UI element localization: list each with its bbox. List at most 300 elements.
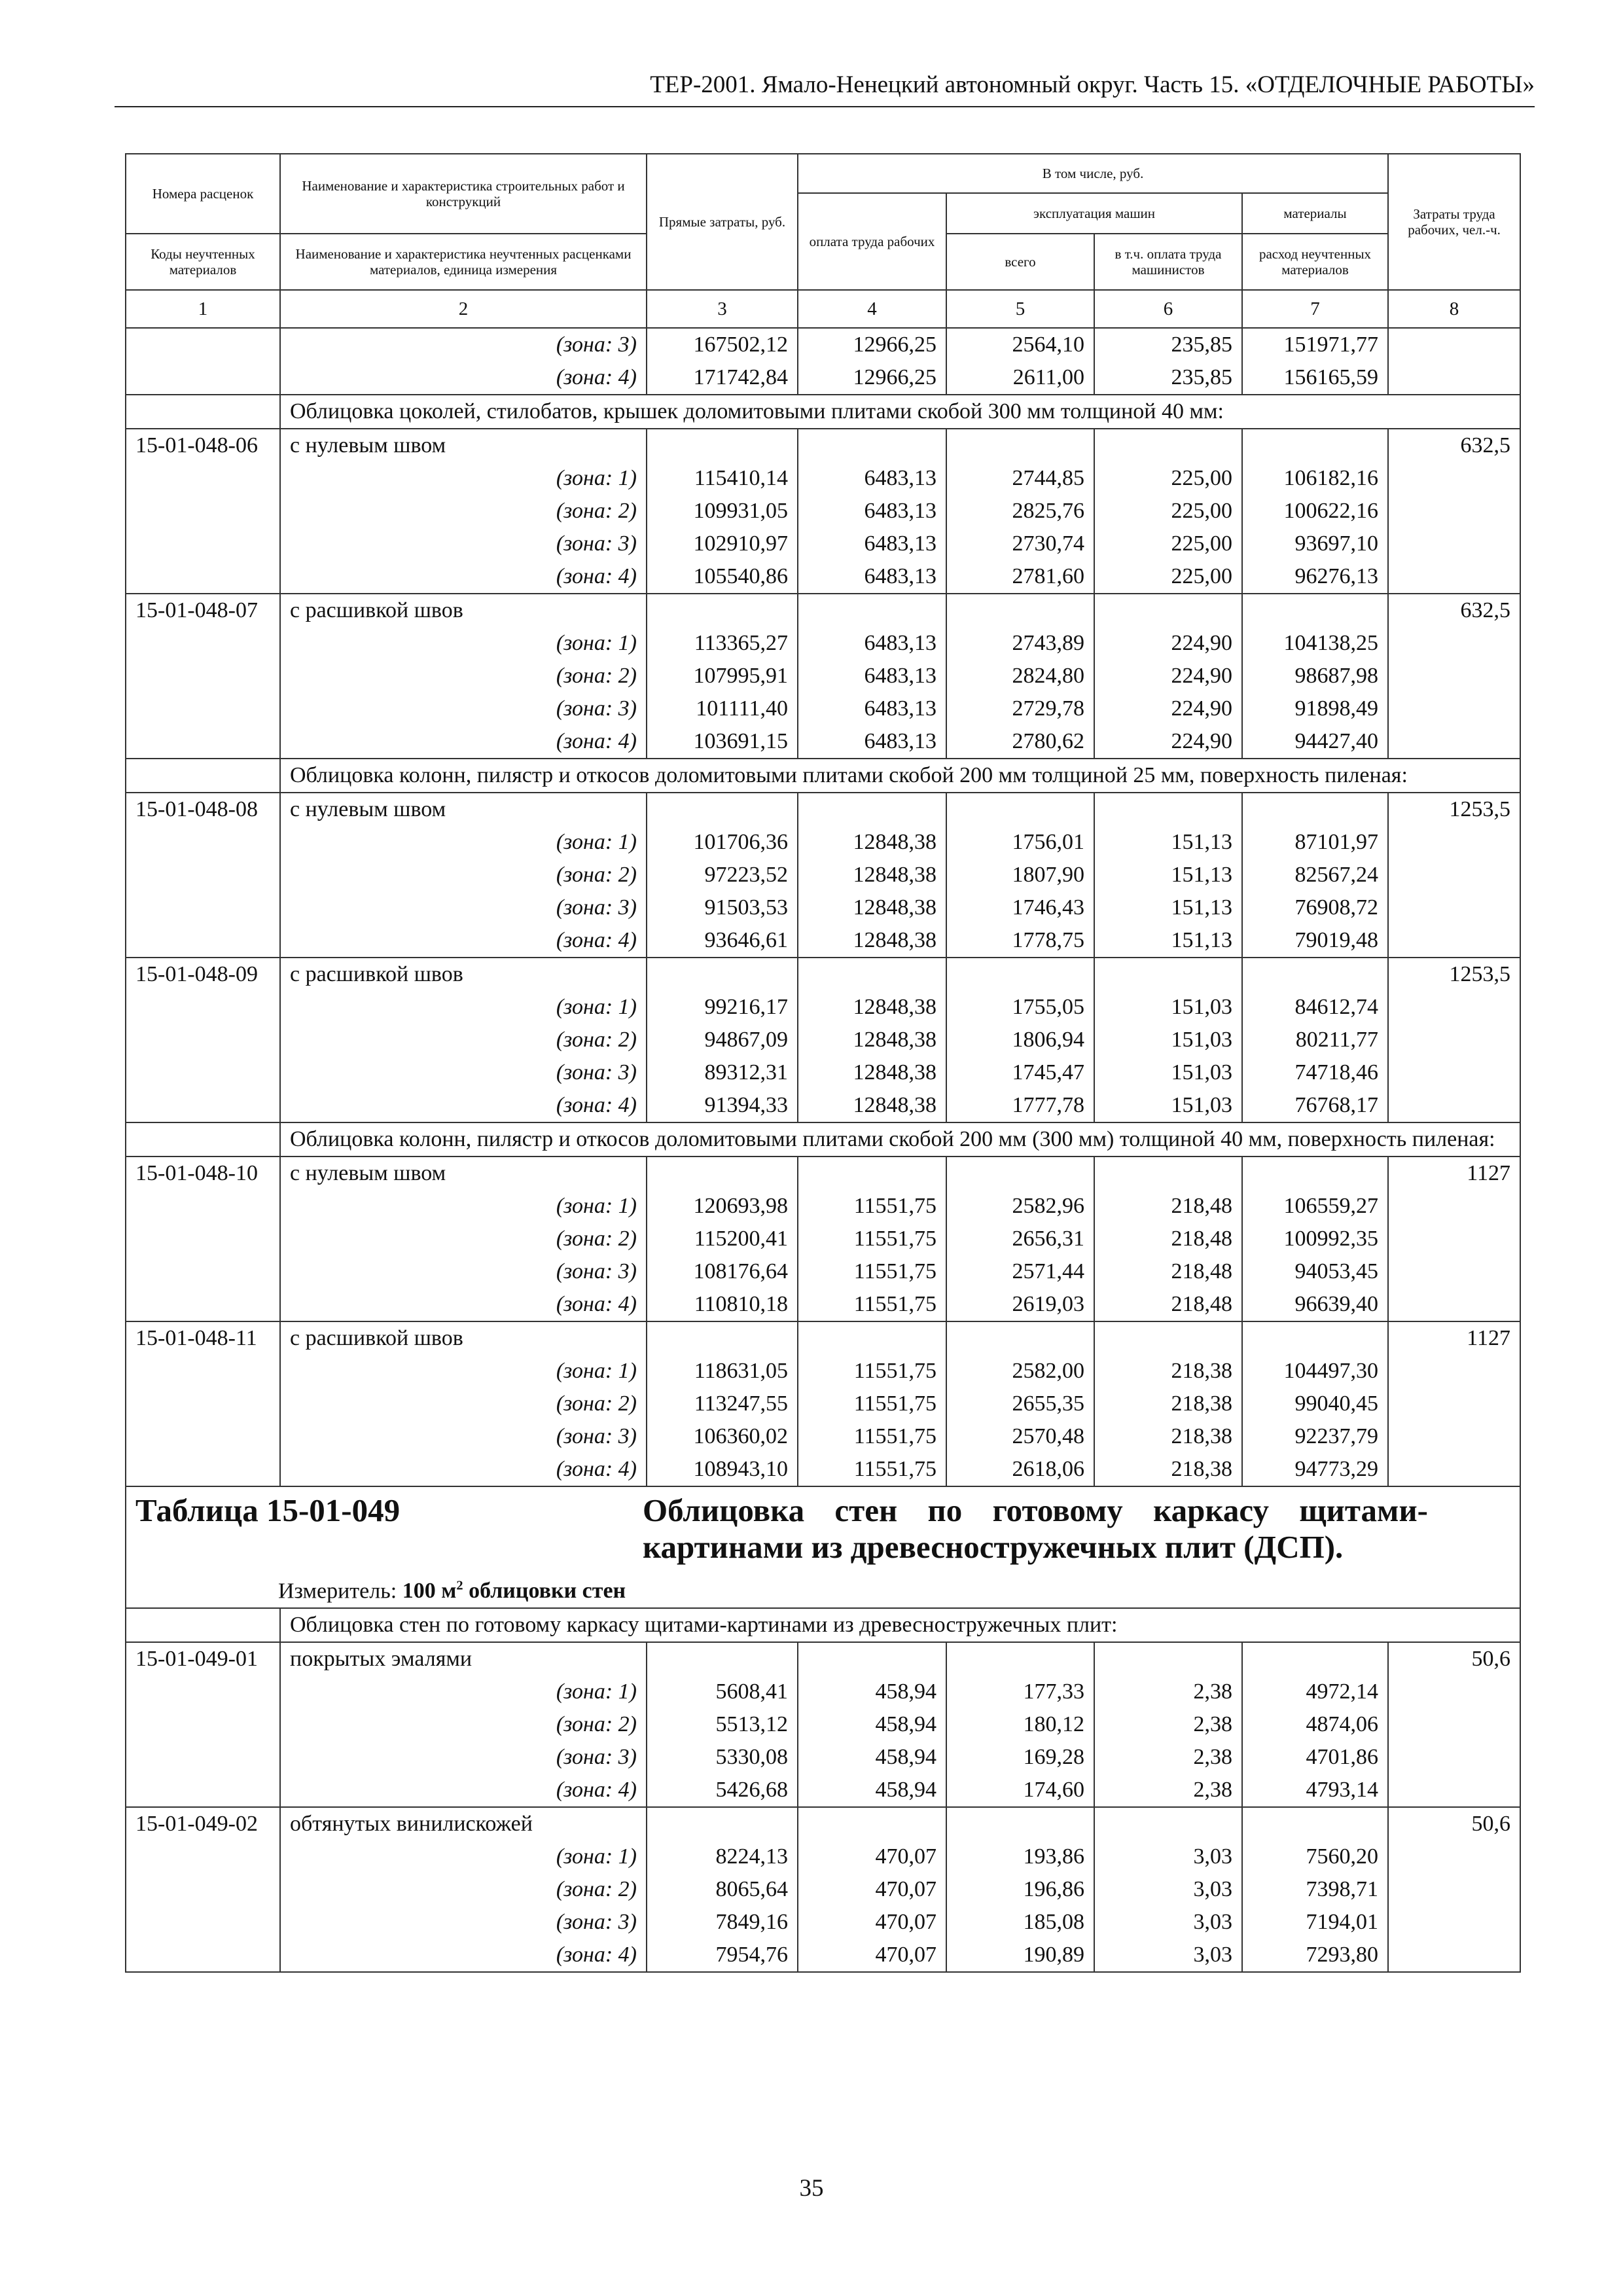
materials-cost: 104497,30 bbox=[1242, 1355, 1388, 1388]
operator-wages: 151,13 bbox=[1094, 859, 1242, 891]
zone-row bbox=[126, 924, 1520, 958]
table-title-cell bbox=[126, 1486, 1520, 1608]
empty-cell bbox=[126, 826, 280, 859]
operator-wages: 224,90 bbox=[1094, 627, 1242, 660]
empty-cell bbox=[126, 1774, 280, 1807]
empty-cell bbox=[126, 1355, 280, 1388]
empty-cell bbox=[798, 594, 946, 627]
header-materials: материалы bbox=[1242, 193, 1388, 234]
zone-row bbox=[126, 1024, 1520, 1056]
wages: 470,07 bbox=[798, 1873, 946, 1906]
column-number-5: 5 bbox=[946, 290, 1094, 328]
operator-wages: 151,03 bbox=[1094, 1089, 1242, 1122]
zone-row bbox=[126, 328, 1520, 361]
wages: 12848,38 bbox=[798, 1089, 946, 1122]
zone-row bbox=[126, 1388, 1520, 1420]
column-number-6: 6 bbox=[1094, 290, 1242, 328]
work-name: с нулевым швом bbox=[280, 793, 647, 826]
labor-value: 632,5 bbox=[1388, 429, 1520, 462]
direct-cost: 93646,61 bbox=[647, 924, 798, 958]
empty-cell bbox=[647, 958, 798, 991]
wages: 6483,13 bbox=[798, 692, 946, 725]
header-direct-costs: Прямые затраты, руб. bbox=[647, 154, 798, 290]
machines-total: 193,86 bbox=[946, 1840, 1094, 1873]
materials-cost: 7560,20 bbox=[1242, 1840, 1388, 1873]
empty-cell bbox=[1388, 1089, 1520, 1122]
header-including: В том числе, руб. bbox=[798, 154, 1388, 193]
empty-cell bbox=[647, 793, 798, 826]
empty-cell bbox=[1242, 958, 1388, 991]
zone-label: (зона: 4) bbox=[280, 361, 647, 395]
wages: 12848,38 bbox=[798, 991, 946, 1024]
section-heading: Облицовка колонн, пилястр и откосов доломитовыми плитами скобой 200 мм (300 мм) толщиной 40 мм, поверхность пиленая: bbox=[280, 1122, 1520, 1157]
zone-label: (зона: 3) bbox=[280, 1255, 647, 1288]
zone-label: (зона: 2) bbox=[280, 1708, 647, 1741]
zone-row bbox=[126, 1840, 1520, 1873]
empty-cell bbox=[647, 1157, 798, 1190]
empty-cell bbox=[126, 627, 280, 660]
machines-total: 1756,01 bbox=[946, 826, 1094, 859]
wages: 470,07 bbox=[798, 1840, 946, 1873]
operator-wages: 151,03 bbox=[1094, 1024, 1242, 1056]
rate-row bbox=[126, 594, 1520, 627]
rate-row bbox=[126, 429, 1520, 462]
operator-wages: 218,48 bbox=[1094, 1190, 1242, 1223]
operator-wages: 235,85 bbox=[1094, 361, 1242, 395]
empty-cell bbox=[126, 924, 280, 958]
operator-wages: 2,38 bbox=[1094, 1676, 1242, 1708]
empty-cell bbox=[126, 1388, 280, 1420]
zone-row bbox=[126, 560, 1520, 594]
empty-cell bbox=[1388, 924, 1520, 958]
zone-row bbox=[126, 1939, 1520, 1972]
empty-cell bbox=[1094, 594, 1242, 627]
zone-row bbox=[126, 1223, 1520, 1255]
zone-label: (зона: 1) bbox=[280, 462, 647, 495]
zone-label: (зона: 2) bbox=[280, 1223, 647, 1255]
table-header bbox=[126, 154, 1520, 328]
zone-label: (зона: 4) bbox=[280, 1774, 647, 1807]
direct-cost: 171742,84 bbox=[647, 361, 798, 395]
column-number-2: 2 bbox=[280, 290, 647, 328]
operator-wages: 2,38 bbox=[1094, 1774, 1242, 1807]
empty-cell bbox=[1388, 1939, 1520, 1972]
direct-cost: 167502,12 bbox=[647, 328, 798, 361]
header-material-consumption: расход неучтенных материалов bbox=[1242, 234, 1388, 290]
rate-code: 15-01-048-09 bbox=[126, 958, 280, 991]
labor-value: 50,6 bbox=[1388, 1807, 1520, 1840]
zone-label: (зона: 3) bbox=[280, 1741, 647, 1774]
zone-row bbox=[126, 692, 1520, 725]
direct-cost: 102910,97 bbox=[647, 528, 798, 560]
empty-cell bbox=[1388, 1708, 1520, 1741]
labor-value: 1127 bbox=[1388, 1321, 1520, 1355]
empty-cell bbox=[798, 793, 946, 826]
empty-cell bbox=[126, 1873, 280, 1906]
wages: 11551,75 bbox=[798, 1355, 946, 1388]
operator-wages: 151,13 bbox=[1094, 826, 1242, 859]
empty-cell bbox=[1388, 1223, 1520, 1255]
materials-cost: 91898,49 bbox=[1242, 692, 1388, 725]
work-name: покрытых эмалями bbox=[280, 1642, 647, 1676]
empty-cell bbox=[1094, 793, 1242, 826]
direct-cost: 103691,15 bbox=[647, 725, 798, 759]
wages: 470,07 bbox=[798, 1906, 946, 1939]
empty-cell bbox=[1388, 859, 1520, 891]
machines-total: 2582,96 bbox=[946, 1190, 1094, 1223]
wages: 12848,38 bbox=[798, 1056, 946, 1089]
empty-cell bbox=[1242, 793, 1388, 826]
work-name: с нулевым швом bbox=[280, 1157, 647, 1190]
empty-cell bbox=[946, 1321, 1094, 1355]
materials-cost: 7194,01 bbox=[1242, 1906, 1388, 1939]
empty-cell bbox=[1242, 429, 1388, 462]
machines-total: 2743,89 bbox=[946, 627, 1094, 660]
work-name: с расшивкой швов bbox=[280, 594, 647, 627]
header-labor-costs: Затраты труда рабочих, чел.-ч. bbox=[1388, 154, 1520, 290]
materials-cost: 104138,25 bbox=[1242, 627, 1388, 660]
machines-total: 2571,44 bbox=[946, 1255, 1094, 1288]
rate-code: 15-01-049-02 bbox=[126, 1807, 280, 1840]
operator-wages: 224,90 bbox=[1094, 725, 1242, 759]
zone-label: (зона: 1) bbox=[280, 1190, 647, 1223]
operator-wages: 218,38 bbox=[1094, 1453, 1242, 1486]
empty-cell bbox=[1388, 1420, 1520, 1453]
operator-wages: 225,00 bbox=[1094, 462, 1242, 495]
empty-cell bbox=[1388, 1288, 1520, 1321]
zone-row bbox=[126, 991, 1520, 1024]
table-title-block bbox=[126, 1486, 1520, 1608]
empty-cell bbox=[946, 1157, 1094, 1190]
empty-cell bbox=[126, 859, 280, 891]
empty-cell bbox=[1242, 1807, 1388, 1840]
machines-total: 2781,60 bbox=[946, 560, 1094, 594]
machines-total: 2570,48 bbox=[946, 1420, 1094, 1453]
zone-label: (зона: 2) bbox=[280, 1873, 647, 1906]
zone-label: (зона: 1) bbox=[280, 1676, 647, 1708]
section-row bbox=[126, 395, 1520, 429]
work-name: обтянутых винилискожей bbox=[280, 1807, 647, 1840]
zone-label: (зона: 2) bbox=[280, 495, 647, 528]
empty-cell bbox=[1388, 1255, 1520, 1288]
zone-label: (зона: 4) bbox=[280, 924, 647, 958]
wages: 6483,13 bbox=[798, 660, 946, 692]
direct-cost: 5608,41 bbox=[647, 1676, 798, 1708]
direct-cost: 97223,52 bbox=[647, 859, 798, 891]
empty-cell bbox=[126, 1190, 280, 1223]
operator-wages: 218,38 bbox=[1094, 1355, 1242, 1388]
materials-cost: 106559,27 bbox=[1242, 1190, 1388, 1223]
materials-cost: 76908,72 bbox=[1242, 891, 1388, 924]
header-wages: оплата труда рабочих bbox=[798, 193, 946, 290]
materials-cost: 7293,80 bbox=[1242, 1939, 1388, 1972]
operator-wages: 225,00 bbox=[1094, 495, 1242, 528]
empty-cell bbox=[647, 429, 798, 462]
zone-row bbox=[126, 1676, 1520, 1708]
direct-cost: 5330,08 bbox=[647, 1741, 798, 1774]
wages: 458,94 bbox=[798, 1774, 946, 1807]
materials-cost: 7398,71 bbox=[1242, 1873, 1388, 1906]
empty-cell bbox=[126, 759, 280, 793]
empty-cell bbox=[1388, 495, 1520, 528]
header-material-codes: Коды неучтенных материалов bbox=[126, 234, 280, 290]
wages: 11551,75 bbox=[798, 1420, 946, 1453]
zone-label: (зона: 1) bbox=[280, 1355, 647, 1388]
machines-total: 2780,62 bbox=[946, 725, 1094, 759]
column-number-3: 3 bbox=[647, 290, 798, 328]
machines-total: 2582,00 bbox=[946, 1355, 1094, 1388]
empty-cell bbox=[126, 891, 280, 924]
measure-value: 100 $м^2$ облицовки стен bbox=[402, 1579, 626, 1604]
machines-total: 2730,74 bbox=[946, 528, 1094, 560]
materials-cost: 76768,17 bbox=[1242, 1089, 1388, 1122]
zone-row bbox=[126, 1741, 1520, 1774]
empty-cell bbox=[126, 528, 280, 560]
machines-total: 2656,31 bbox=[946, 1223, 1094, 1255]
column-number-1: 1 bbox=[126, 290, 280, 328]
empty-cell bbox=[126, 692, 280, 725]
header-work-name: Наименование и характеристика строительных работ и конструкций bbox=[280, 154, 647, 234]
machines-total: 185,08 bbox=[946, 1906, 1094, 1939]
zone-row bbox=[126, 859, 1520, 891]
rates-table bbox=[125, 153, 1521, 1973]
machines-total: 2618,06 bbox=[946, 1453, 1094, 1486]
labor-value: 632,5 bbox=[1388, 594, 1520, 627]
materials-cost: 99040,45 bbox=[1242, 1388, 1388, 1420]
empty-cell bbox=[126, 560, 280, 594]
machines-total: 177,33 bbox=[946, 1676, 1094, 1708]
wages: 11551,75 bbox=[798, 1453, 946, 1486]
materials-cost: 156165,59 bbox=[1242, 361, 1388, 395]
wages: 12848,38 bbox=[798, 826, 946, 859]
operator-wages: 2,38 bbox=[1094, 1708, 1242, 1741]
operator-wages: 3,03 bbox=[1094, 1939, 1242, 1972]
machines-total: 2619,03 bbox=[946, 1288, 1094, 1321]
section-heading: Облицовка колонн, пилястр и откосов доломитовыми плитами скобой 200 мм толщиной 25 мм, поверхность пиленая: bbox=[280, 759, 1520, 793]
running-head: ТЕР-2001. Ямало-Ненецкий автономный округ. Часть 15. «ОТДЕЛОЧНЫЕ РАБОТЫ» bbox=[650, 71, 1535, 98]
zone-label: (зона: 3) bbox=[280, 891, 647, 924]
rate-row bbox=[126, 1807, 1520, 1840]
operator-wages: 151,13 bbox=[1094, 891, 1242, 924]
wages: 12966,25 bbox=[798, 361, 946, 395]
zone-row bbox=[126, 1288, 1520, 1321]
empty-cell bbox=[798, 1157, 946, 1190]
materials-cost: 94773,29 bbox=[1242, 1453, 1388, 1486]
zone-label: (зона: 3) bbox=[280, 692, 647, 725]
machines-total: 2611,00 bbox=[946, 361, 1094, 395]
machines-total: 1778,75 bbox=[946, 924, 1094, 958]
empty-cell bbox=[1388, 462, 1520, 495]
empty-cell bbox=[647, 1642, 798, 1676]
empty-cell bbox=[1388, 1676, 1520, 1708]
operator-wages: 225,00 bbox=[1094, 560, 1242, 594]
zone-row bbox=[126, 1255, 1520, 1288]
empty-cell bbox=[1242, 1642, 1388, 1676]
zone-row bbox=[126, 1355, 1520, 1388]
machines-total: 196,86 bbox=[946, 1873, 1094, 1906]
measure-unit bbox=[126, 1570, 1520, 1607]
empty-cell bbox=[126, 1122, 280, 1157]
direct-cost: 107995,91 bbox=[647, 660, 798, 692]
empty-cell bbox=[1388, 991, 1520, 1024]
machines-total: 190,89 bbox=[946, 1939, 1094, 1972]
zone-row bbox=[126, 1774, 1520, 1807]
empty-cell bbox=[1388, 891, 1520, 924]
rate-code: 15-01-048-08 bbox=[126, 793, 280, 826]
table-name: Облицовка стен по готовому каркасу щитами-картинами из древесностружечных плит (ДСП). bbox=[643, 1492, 1428, 1565]
machines-total: 1745,47 bbox=[946, 1056, 1094, 1089]
wages: 6483,13 bbox=[798, 495, 946, 528]
table-number: Таблица 15-01-049 bbox=[135, 1492, 401, 1528]
zone-row bbox=[126, 891, 1520, 924]
direct-cost: 115410,14 bbox=[647, 462, 798, 495]
direct-cost: 7849,16 bbox=[647, 1906, 798, 1939]
materials-cost: 4874,06 bbox=[1242, 1708, 1388, 1741]
empty-cell bbox=[1094, 1157, 1242, 1190]
empty-cell bbox=[798, 1642, 946, 1676]
materials-cost: 84612,74 bbox=[1242, 991, 1388, 1024]
zone-label: (зона: 1) bbox=[280, 826, 647, 859]
zone-row bbox=[126, 826, 1520, 859]
direct-cost: 113365,27 bbox=[647, 627, 798, 660]
materials-cost: 93697,10 bbox=[1242, 528, 1388, 560]
empty-cell bbox=[1388, 627, 1520, 660]
measure-prefix: Измеритель: bbox=[278, 1579, 402, 1604]
wages: 6483,13 bbox=[798, 560, 946, 594]
empty-cell bbox=[798, 1807, 946, 1840]
direct-cost: 115200,41 bbox=[647, 1223, 798, 1255]
zone-label: (зона: 1) bbox=[280, 1840, 647, 1873]
machines-total: 2655,35 bbox=[946, 1388, 1094, 1420]
direct-cost: 89312,31 bbox=[647, 1056, 798, 1089]
table-015-01-048-body bbox=[126, 395, 1520, 1486]
materials-cost: 74718,46 bbox=[1242, 1056, 1388, 1089]
machines-total: 1806,94 bbox=[946, 1024, 1094, 1056]
machines-total: 180,12 bbox=[946, 1708, 1094, 1741]
labor-value: 1127 bbox=[1388, 1157, 1520, 1190]
direct-cost: 8065,64 bbox=[647, 1873, 798, 1906]
operator-wages: 2,38 bbox=[1094, 1741, 1242, 1774]
rate-row bbox=[126, 958, 1520, 991]
direct-cost: 7954,76 bbox=[647, 1939, 798, 1972]
materials-cost: 79019,48 bbox=[1242, 924, 1388, 958]
rate-row bbox=[126, 793, 1520, 826]
rate-code: 15-01-049-01 bbox=[126, 1642, 280, 1676]
zone-label: (зона: 3) bbox=[280, 328, 647, 361]
zone-row bbox=[126, 1190, 1520, 1223]
empty-cell bbox=[1388, 328, 1520, 361]
materials-cost: 96276,13 bbox=[1242, 560, 1388, 594]
empty-cell bbox=[798, 958, 946, 991]
empty-cell bbox=[1388, 1873, 1520, 1906]
direct-cost: 8224,13 bbox=[647, 1840, 798, 1873]
operator-wages: 3,03 bbox=[1094, 1840, 1242, 1873]
empty-cell bbox=[126, 725, 280, 759]
zone-label: (зона: 2) bbox=[280, 1024, 647, 1056]
empty-cell bbox=[1388, 361, 1520, 395]
empty-cell bbox=[1388, 560, 1520, 594]
materials-cost: 94053,45 bbox=[1242, 1255, 1388, 1288]
section-row bbox=[126, 1122, 1520, 1157]
machines-total: 1777,78 bbox=[946, 1089, 1094, 1122]
header-operator-wages: в т.ч. оплата труда машинистов bbox=[1094, 234, 1242, 290]
direct-cost: 108176,64 bbox=[647, 1255, 798, 1288]
section-heading: Облицовка стен по готовому каркасу щитами-картинами из древесностружечных плит: bbox=[280, 1608, 1520, 1642]
direct-cost: 5513,12 bbox=[647, 1708, 798, 1741]
direct-cost: 113247,55 bbox=[647, 1388, 798, 1420]
empty-cell bbox=[1388, 1774, 1520, 1807]
labor-value: 1253,5 bbox=[1388, 793, 1520, 826]
operator-wages: 218,38 bbox=[1094, 1420, 1242, 1453]
operator-wages: 218,48 bbox=[1094, 1255, 1242, 1288]
materials-cost: 87101,97 bbox=[1242, 826, 1388, 859]
zone-row bbox=[126, 1089, 1520, 1122]
direct-cost: 91394,33 bbox=[647, 1089, 798, 1122]
wages: 11551,75 bbox=[798, 1388, 946, 1420]
direct-cost: 110810,18 bbox=[647, 1288, 798, 1321]
empty-cell bbox=[126, 361, 280, 395]
zone-row bbox=[126, 495, 1520, 528]
empty-cell bbox=[1388, 1840, 1520, 1873]
table-015-01-049-body bbox=[126, 1608, 1520, 1972]
empty-cell bbox=[126, 1255, 280, 1288]
rate-row bbox=[126, 1642, 1520, 1676]
zone-label: (зона: 4) bbox=[280, 1939, 647, 1972]
empty-cell bbox=[126, 1223, 280, 1255]
header-rule bbox=[115, 106, 1535, 107]
materials-cost: 98687,98 bbox=[1242, 660, 1388, 692]
empty-cell bbox=[126, 328, 280, 361]
work-name: с расшивкой швов bbox=[280, 958, 647, 991]
empty-cell bbox=[126, 1420, 280, 1453]
wages: 470,07 bbox=[798, 1939, 946, 1972]
materials-cost: 96639,40 bbox=[1242, 1288, 1388, 1321]
machines-total: 1746,43 bbox=[946, 891, 1094, 924]
header-material-names: Наименование и характеристика неучтенных расценками материалов, единица измерения bbox=[280, 234, 647, 290]
empty-cell bbox=[126, 1676, 280, 1708]
zone-label: (зона: 1) bbox=[280, 627, 647, 660]
empty-cell bbox=[1388, 1388, 1520, 1420]
zone-row bbox=[126, 725, 1520, 759]
empty-cell bbox=[126, 1056, 280, 1089]
empty-cell bbox=[798, 429, 946, 462]
column-number-8: 8 bbox=[1388, 290, 1520, 328]
section-row bbox=[126, 759, 1520, 793]
zone-row bbox=[126, 627, 1520, 660]
column-number-4: 4 bbox=[798, 290, 946, 328]
empty-cell bbox=[126, 495, 280, 528]
materials-cost: 94427,40 bbox=[1242, 725, 1388, 759]
operator-wages: 151,03 bbox=[1094, 1056, 1242, 1089]
zone-label: (зона: 1) bbox=[280, 991, 647, 1024]
empty-cell bbox=[1388, 528, 1520, 560]
empty-cell bbox=[1388, 692, 1520, 725]
zone-label: (зона: 2) bbox=[280, 859, 647, 891]
empty-cell bbox=[1388, 1741, 1520, 1774]
direct-cost: 109931,05 bbox=[647, 495, 798, 528]
materials-cost: 106182,16 bbox=[1242, 462, 1388, 495]
empty-cell bbox=[946, 594, 1094, 627]
machines-total: 1807,90 bbox=[946, 859, 1094, 891]
empty-cell bbox=[1242, 1321, 1388, 1355]
operator-wages: 224,90 bbox=[1094, 660, 1242, 692]
wages: 6483,13 bbox=[798, 627, 946, 660]
header-rate-numbers: Номера расценок bbox=[126, 154, 280, 234]
operator-wages: 235,85 bbox=[1094, 328, 1242, 361]
materials-cost: 151971,77 bbox=[1242, 328, 1388, 361]
zone-row bbox=[126, 462, 1520, 495]
empty-cell bbox=[1094, 1807, 1242, 1840]
